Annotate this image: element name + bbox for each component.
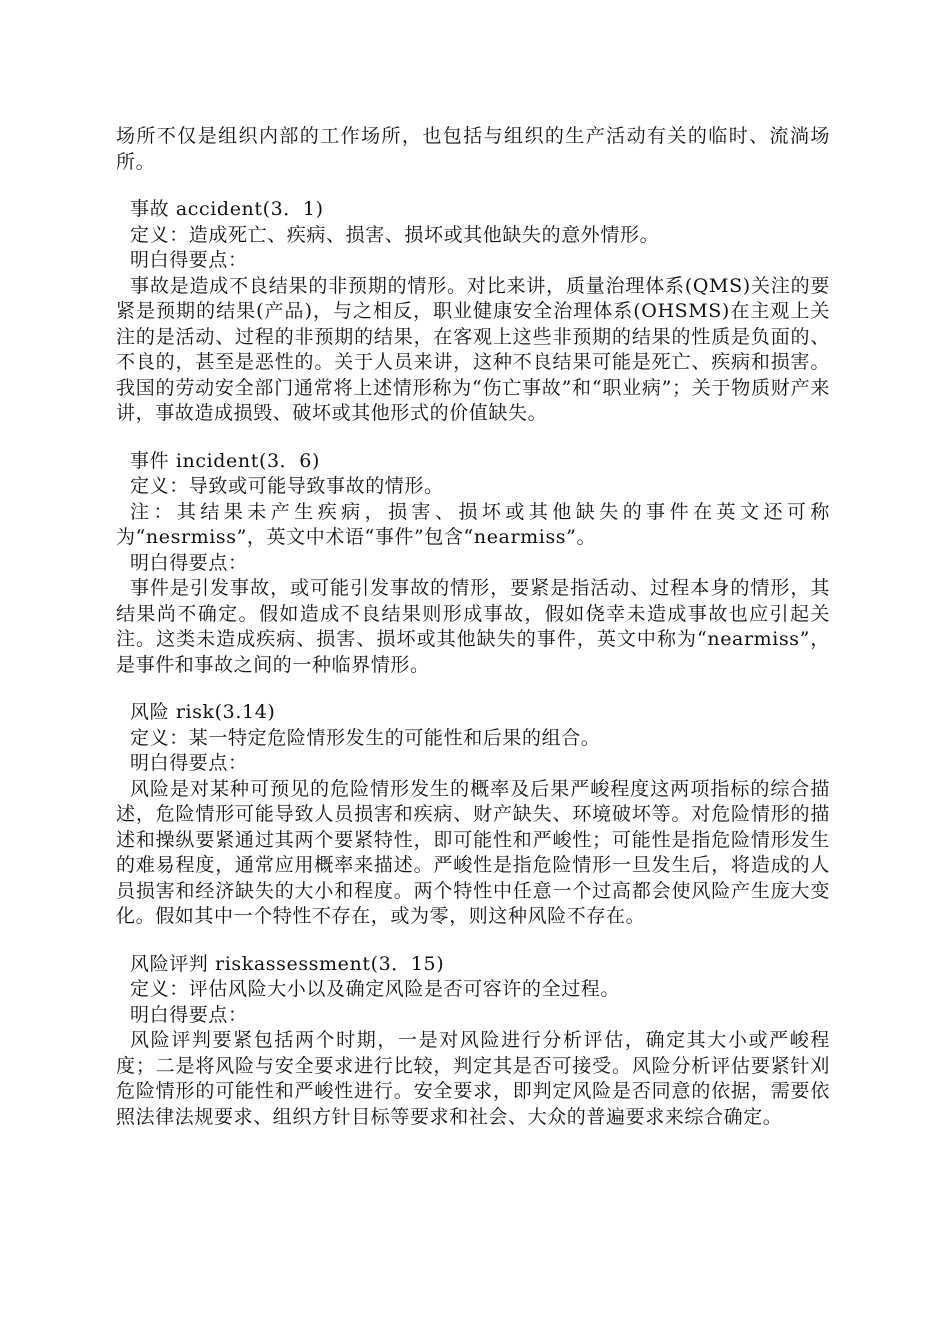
section-key-label: 明白得要点：	[130, 249, 248, 271]
section-incident	[116, 449, 830, 679]
document-content	[116, 124, 830, 1130]
section-key-label: 明白得要点：	[130, 752, 248, 774]
section-heading: 风险评判 riskassessment(3．15)	[130, 952, 445, 975]
section-heading: 事件 incident(3．6)	[130, 449, 320, 472]
section-body: 风险是对某种可预见的危险情形发生的概率及后果严峻程度这两项指标的综合描述，危险情形可能导致人员损害和疾病、财产缺失、环境破坏等。对危险情形的描述和操纵要紧通过其两个要紧特性，即可能性和严峻性；可能性是指危险情形发生的难易程度，通常应用概率来描述。严峻性是指危险情形一旦发生后，将造成的人员损害和经济缺失的大小和程度。两个特性中任意一个过高都会使风险产生庞大变化。假如其中一个特性不存在，或为零，则这种风险不存在。	[116, 777, 830, 927]
section-definition: 定义：造成死亡、疾病、损害、损坏或其他缺失的意外情形。	[130, 223, 660, 246]
section-risk	[116, 700, 830, 930]
section-body: 风险评判要紧包括两个时期，一是对风险进行分析评估，确定其大小或严峻程度；二是将风险与安全要求进行比较，判定其是否可接受。风险分析评估要紧针刈危险情形的可能性和严峻性进行。安全要求，即判定风险是否同意的依据，需要依照法律法规要求、组织方针目标等要求和社会、大众的普遍要求来综合确定。	[116, 1029, 830, 1128]
section-definition: 定义：导致或可能导致事故的情形。	[130, 475, 444, 497]
section-body: 事故是造成不良结果的非预期的情形。对比来讲，质量治理体系(QMS)关注的要紧是预期的结果(产品)，与之相反，职业健康安全治理体系(OHSMS)在主观上关注的是活动、过程的非预期的结果，在客观上这些非预期的结果的性质是负面的、不良的，甚至是恶性的。关于人员来讲，这种不良结果可能是死亡、疾病和损害。我国的劳动安全部门通常将上述情形称为“伤亡事故”和“职业病”；关于物质财产来讲，事故造成损毁、破坏或其他形式的价值缺失。	[116, 274, 830, 424]
section-definition: 定义：评估风险大小以及确定风险是否可容许的全过程。	[130, 978, 621, 1000]
section-risk-assessment	[116, 952, 830, 1131]
section-gap	[116, 930, 830, 952]
section-key-label: 明白得要点：	[130, 1003, 248, 1026]
section-note: 注：其结果未产生疾病，损害、损坏或其他缺失的事件在英文还可称为“nesrmiss”，英文中术语“事件”包含“nearmiss”。	[116, 500, 830, 548]
section-heading: 事故 accident(3．1)	[130, 198, 324, 220]
section-key-label: 明白得要点：	[130, 551, 248, 574]
section-accident	[116, 197, 830, 427]
section-gap	[116, 427, 830, 449]
intro-paragraph: 场所不仅是组织内部的工作场所，也包括与组织的生产活动有关的临时、流淌场所。	[116, 125, 830, 173]
section-body: 事件是引发事故，或可能引发事故的情形，要紧是指活动、过程本身的情形，其结果尚不确定。假如造成不良结果则形成事故，假如侥幸未造成事故也应引起关注。这类未造成疾病、损害、损坏或其他缺失的事件，英文中称为“nearmiss”，是事件和事故之间的一种临界情形。	[116, 577, 830, 676]
section-gap	[116, 678, 830, 700]
section-heading: 风险 risk(3.14)	[130, 701, 276, 723]
section-definition: 定义：某一特定危险情形发生的可能性和后果的组合。	[130, 726, 601, 749]
section-gap	[116, 175, 830, 197]
